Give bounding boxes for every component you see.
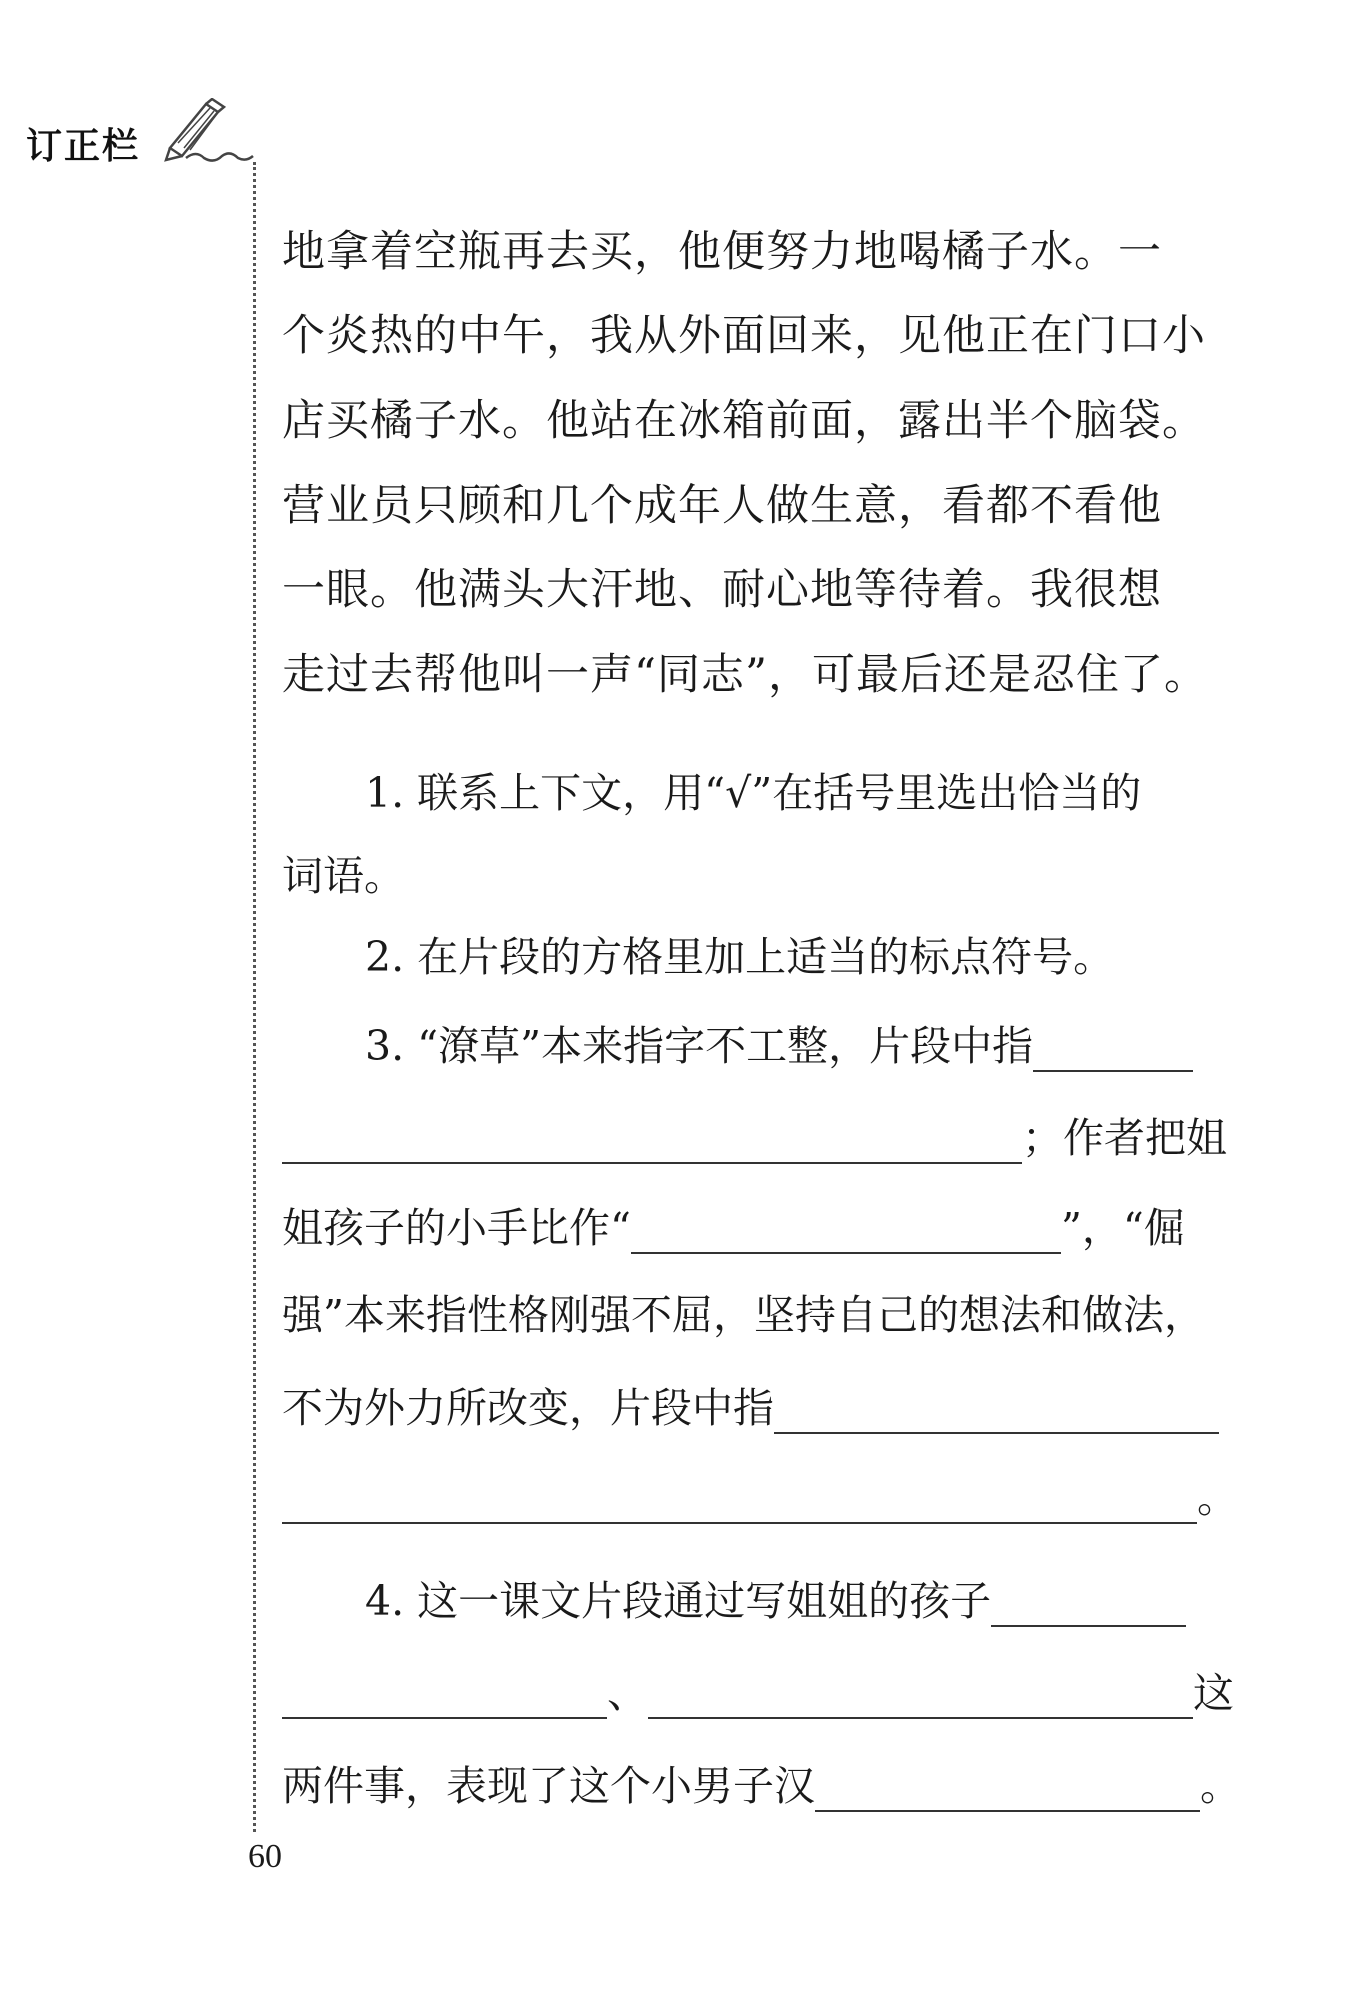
question-4-text: 4. 这一课文片段通过写姐姐的孩子 xyxy=(365,1577,992,1625)
question-3-line xyxy=(282,1195,1232,1254)
question-3-text: 姐孩子的小手比作“ xyxy=(282,1204,631,1252)
passage-line: 地拿着空瓶再去买，他便努力地喝橘子水。一 xyxy=(282,227,1162,277)
question-3-text: 强”本来指性格刚强不屈，坚持自己的想法和做法， xyxy=(282,1291,1205,1339)
question-4-text: 这 xyxy=(1193,1669,1234,1717)
question-3-text: ”，“倔 xyxy=(1060,1204,1185,1252)
question-1-text: 1. 联系上下文，用“√”在括号里选出恰当的 xyxy=(365,769,1142,817)
passage-line: 营业员只顾和几个成年人做生意，看都不看他 xyxy=(282,481,1162,531)
question-3-line xyxy=(282,1375,1232,1434)
question-1-text-cont: 词语。 xyxy=(282,852,405,900)
passage-line: 个炎热的中午，我从外面回来，见他正在门口小 xyxy=(282,311,1206,361)
question-4-line xyxy=(282,1753,1241,1812)
answer-blank[interactable] xyxy=(1033,1034,1193,1072)
question-2-text: 2. 在片段的方格里加上适当的标点符号。 xyxy=(365,933,1115,981)
answer-blank[interactable] xyxy=(631,1216,1061,1254)
question-4-text: 两件事，表现了这个小男子汉 xyxy=(282,1762,815,1810)
question-3-text: 3. “潦草”本来指字不工整，片段中指 xyxy=(365,1022,1034,1070)
question-4-text: 、 xyxy=(607,1669,648,1717)
question-4-line xyxy=(282,1660,1232,1719)
answer-blank[interactable] xyxy=(648,1681,1193,1719)
question-3-line xyxy=(365,1013,1315,1072)
question-3-text: 。 xyxy=(1197,1474,1238,1522)
answer-blank[interactable] xyxy=(774,1396,1219,1434)
question-3-text: ；作者把姐 xyxy=(1022,1114,1227,1162)
question-4-text: 。 xyxy=(1200,1762,1241,1810)
question-3-text: 不为外力所改变，片段中指 xyxy=(282,1384,774,1432)
pencil-icon xyxy=(160,98,255,163)
passage-line: 一眼。他满头大汗地、耐心地等待着。我很想 xyxy=(282,565,1162,615)
page-number: 60 xyxy=(248,1838,282,1875)
answer-blank[interactable] xyxy=(282,1126,1022,1164)
question-3-line xyxy=(282,1465,1238,1524)
answer-blank[interactable] xyxy=(282,1681,607,1719)
question-3-line xyxy=(282,1105,1232,1164)
answer-blank[interactable] xyxy=(282,1486,1197,1524)
passage-line: 店买橘子水。他站在冰箱前面，露出半个脑袋。 xyxy=(282,396,1206,446)
margin-divider xyxy=(253,162,256,1832)
correction-column-title: 订正栏 xyxy=(26,126,141,167)
answer-blank[interactable] xyxy=(815,1774,1200,1812)
passage-line: 走过去帮他叫一声“同志”，可最后还是忍住了。 xyxy=(282,650,1208,700)
question-4-line xyxy=(365,1568,1315,1627)
answer-blank[interactable] xyxy=(991,1589,1186,1627)
